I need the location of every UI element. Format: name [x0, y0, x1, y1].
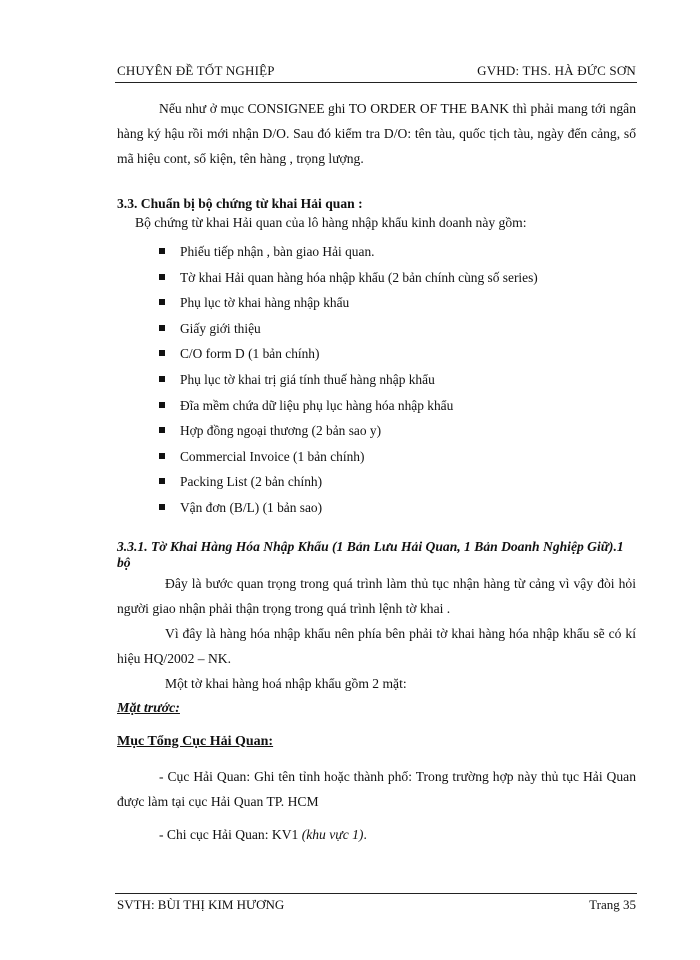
- customs-paragraph-1: - Cục Hải Quan: Ghi tên tỉnh hoặc thành phố: Trong trường hợp này thủ tục Hải Quan được làm tại cục Hải Quan TP. HCM: [117, 768, 636, 809]
- list-item: [117, 393, 636, 419]
- bullet-icon: [159, 274, 165, 280]
- bullet-icon: [159, 504, 165, 510]
- list-item: [117, 444, 636, 470]
- bullet-icon: [159, 376, 165, 382]
- footer-divider: [115, 893, 637, 894]
- intro-paragraph: Nếu như ở mục CONSIGNEE ghi TO ORDER OF THE BANK thì phải mang tới ngân hàng ký hậu rồi mới nhận D/O. Sau đó kiểm tra D/O: tên tàu, quốc tịch tàu, ngày đến cảng, số mã hiệu cont, số kiện, tên hàng , trọng lượng.: [117, 101, 636, 166]
- section-intro: Bộ chứng từ khai Hải quan của lô hàng nhập khẩu kinh doanh này gồm:: [135, 215, 527, 230]
- list-item-text: Phụ lục tờ khai trị giá tính thuế hàng nhập khẩu: [180, 371, 435, 387]
- subsection-paragraph-2: Vì đây là hàng hóa nhập khẩu nên phía bên phải tờ khai hàng hóa nhập khẩu sẽ có kí hiệu HQ/2002 – NK.: [117, 625, 636, 666]
- customs-paragraph-2-prefix: - Chi cục Hải Quan: KV1: [159, 826, 302, 842]
- list-item: [117, 239, 636, 265]
- section-title: 3.3. Chuẩn bị bộ chứng từ khai Hải quan :: [117, 196, 363, 211]
- spacer: [117, 814, 636, 822]
- list-item-text: Tờ khai Hải quan hàng hóa nhập khẩu (2 bản chính cùng số series): [180, 269, 538, 285]
- list-item: [117, 290, 636, 316]
- customs-paragraph-2-suffix: .: [363, 826, 367, 842]
- list-item: [117, 469, 636, 495]
- header-advisor: GVHD: THS. HÀ ĐỨC SƠN: [477, 63, 636, 78]
- subsection-title: 3.3.1. Tờ Khai Hàng Hóa Nhập Khẩu (1 Bản Lưu Hải Quan, 1 Bản Doanh Nghiệp Giữ).1 bộ: [117, 538, 624, 570]
- subsection-paragraph-3: Một tờ khai hàng hoá nhập khẩu gồm 2 mặt:: [165, 675, 407, 691]
- list-item-text: Giấy giới thiệu: [180, 320, 261, 336]
- bullet-icon: [159, 350, 165, 356]
- bullet-icon: [159, 248, 165, 254]
- list-item-text: Hợp đồng ngoại thương (2 bản sao y): [180, 423, 382, 439]
- bullet-icon: [159, 427, 165, 433]
- bullet-icon: [159, 325, 165, 331]
- page-number: Trang 35: [589, 897, 636, 912]
- page-body: [117, 96, 636, 847]
- bullet-icon: [159, 453, 165, 459]
- bullet-icon: [159, 299, 165, 305]
- footer-author: SVTH: BÙI THỊ KIM HƯƠNG: [117, 897, 285, 912]
- customs-paragraph-2-italic: (khu vực 1): [301, 826, 364, 842]
- list-item: [117, 316, 636, 342]
- header-title: CHUYÊN ĐỀ TỐT NGHIỆP: [117, 63, 275, 78]
- list-item-text: Packing List (2 bản chính): [180, 474, 323, 490]
- list-item: [117, 495, 636, 521]
- spacer: [117, 721, 636, 729]
- list-item-text: Commercial Invoice (1 bản chính): [180, 448, 365, 464]
- list-item: [117, 367, 636, 393]
- bullet-icon: [159, 478, 165, 484]
- front-side-heading: Mặt trước:: [117, 700, 180, 716]
- list-item-text: Đĩa mềm chứa dữ liệu phụ lục hàng hóa nhập khẩu: [180, 397, 454, 413]
- page-header: [117, 63, 636, 81]
- list-item-text: Phiếu tiếp nhận , bàn giao Hải quan.: [180, 244, 375, 259]
- header-divider: [115, 82, 637, 83]
- list-item: [117, 418, 636, 444]
- document-list: [117, 239, 636, 521]
- list-item: [117, 265, 636, 291]
- spacer: [117, 754, 636, 764]
- customs-paragraph-2: [117, 822, 636, 847]
- list-item: [117, 341, 636, 367]
- list-item-text: Phụ lục tờ khai hàng nhập khẩu: [180, 295, 350, 311]
- subsection-paragraph-1: Đây là bước quan trọng trong quá trình làm thủ tục nhận hàng từ cảng vì vậy đòi hỏi người giao nhận phải thận trọng trong quá trình lệnh tờ khai .: [117, 575, 636, 616]
- page-footer: [117, 897, 636, 915]
- list-item-text: Vận đơn (B/L) (1 bản sao): [180, 499, 323, 515]
- bullet-icon: [159, 402, 165, 408]
- list-item-text: C/O form D (1 bản chính): [180, 346, 320, 362]
- customs-department-heading: Mục Tổng Cục Hải Quan:: [117, 733, 274, 749]
